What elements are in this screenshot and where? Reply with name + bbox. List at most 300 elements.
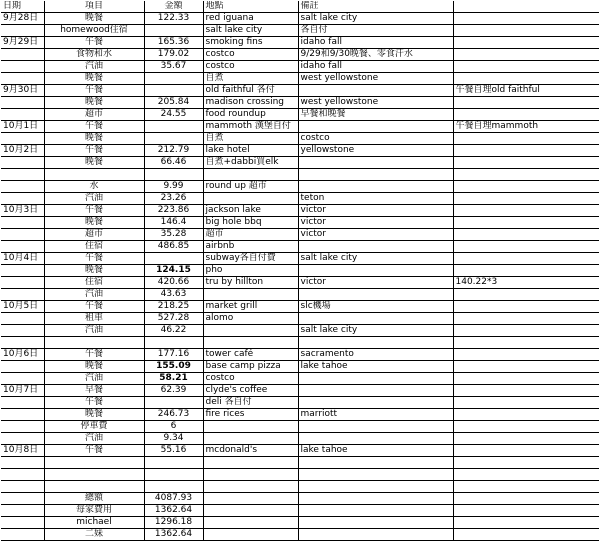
amount-cell[interactable] <box>144 469 203 481</box>
note-cell[interactable]: salt lake city <box>298 325 453 337</box>
amount-cell[interactable] <box>144 397 203 409</box>
table-row <box>1 145 599 157</box>
date-cell[interactable] <box>1 241 44 253</box>
note-cell[interactable] <box>298 457 453 469</box>
item-cell[interactable]: 停車費 <box>44 421 144 433</box>
amount-cell[interactable] <box>144 85 203 97</box>
place-cell[interactable]: costco <box>203 49 298 61</box>
extra-cell[interactable] <box>453 181 599 193</box>
note-cell[interactable] <box>298 121 453 133</box>
item-cell[interactable]: 總額 <box>44 493 144 505</box>
extra-cell[interactable] <box>453 61 599 73</box>
item-cell[interactable]: 午餐 <box>44 397 144 409</box>
amount-cell[interactable]: 46.22 <box>144 325 203 337</box>
date-cell[interactable]: 10月7日 <box>1 385 44 397</box>
date-cell[interactable] <box>1 97 44 109</box>
note-cell[interactable] <box>298 493 453 505</box>
date-cell[interactable] <box>1 493 44 505</box>
date-cell[interactable] <box>1 325 44 337</box>
item-cell[interactable]: 水 <box>44 181 144 193</box>
place-cell[interactable]: salt lake city <box>203 25 298 37</box>
note-cell[interactable] <box>298 433 453 445</box>
note-cell[interactable]: west yellowstone <box>298 97 453 109</box>
place-cell[interactable] <box>203 169 298 181</box>
amount-cell[interactable]: 218.25 <box>144 301 203 313</box>
date-cell[interactable]: 9月28日 <box>1 13 44 25</box>
item-cell[interactable] <box>44 457 144 469</box>
note-cell[interactable] <box>298 157 453 169</box>
extra-cell[interactable] <box>453 493 599 505</box>
note-cell[interactable]: lake tahoe <box>298 445 453 457</box>
date-cell[interactable] <box>1 25 44 37</box>
item-cell[interactable]: 食物和水 <box>44 49 144 61</box>
extra-cell[interactable] <box>453 361 599 373</box>
amount-cell[interactable]: 124.15 <box>144 265 203 277</box>
date-cell[interactable] <box>1 73 44 85</box>
item-cell[interactable]: 汽油 <box>44 61 144 73</box>
note-cell[interactable]: costco <box>298 133 453 145</box>
date-cell[interactable] <box>1 157 44 169</box>
extra-cell[interactable] <box>453 205 599 217</box>
extra-cell[interactable] <box>453 529 599 541</box>
table-row <box>1 37 599 49</box>
note-cell[interactable] <box>298 481 453 493</box>
amount-cell[interactable]: 1296.18 <box>144 517 203 529</box>
note-cell[interactable]: yellowstone <box>298 145 453 157</box>
table-row <box>1 157 599 169</box>
extra-cell[interactable] <box>453 217 599 229</box>
date-cell[interactable] <box>1 517 44 529</box>
place-cell[interactable]: red iguana <box>203 13 298 25</box>
item-cell[interactable]: 午餐 <box>44 349 144 361</box>
place-cell[interactable]: 自煮 <box>203 73 298 85</box>
note-cell[interactable] <box>298 397 453 409</box>
item-cell[interactable]: 早餐 <box>44 385 144 397</box>
date-cell[interactable]: 10月4日 <box>1 253 44 265</box>
extra-cell[interactable] <box>453 433 599 445</box>
note-cell[interactable]: sacramento <box>298 349 453 361</box>
item-cell[interactable]: 午餐 <box>44 37 144 49</box>
amount-cell[interactable] <box>144 337 203 349</box>
date-cell[interactable] <box>1 529 44 541</box>
date-cell[interactable] <box>1 61 44 73</box>
extra-cell[interactable] <box>453 481 599 493</box>
table-row <box>1 385 599 397</box>
date-cell[interactable]: 9月29日 <box>1 37 44 49</box>
item-cell[interactable]: homewood住宿 <box>44 25 144 37</box>
extra-cell[interactable] <box>453 109 599 121</box>
item-cell[interactable]: 晚餐 <box>44 73 144 85</box>
table-row <box>1 121 599 133</box>
table-row <box>1 265 599 277</box>
item-cell[interactable]: 汽油 <box>44 325 144 337</box>
place-cell[interactable]: tru by hillton <box>203 277 298 289</box>
amount-cell[interactable]: 420.66 <box>144 277 203 289</box>
extra-cell[interactable] <box>453 253 599 265</box>
date-cell[interactable] <box>1 289 44 301</box>
place-cell[interactable] <box>203 529 298 541</box>
amount-cell[interactable]: 165.36 <box>144 37 203 49</box>
extra-cell[interactable]: 午餐自理old faithful <box>453 85 599 97</box>
date-cell[interactable] <box>1 229 44 241</box>
note-cell[interactable] <box>298 505 453 517</box>
note-cell[interactable] <box>298 85 453 97</box>
amount-cell[interactable]: 246.73 <box>144 409 203 421</box>
item-cell[interactable]: 午餐 <box>44 121 144 133</box>
amount-cell[interactable]: 527.28 <box>144 313 203 325</box>
extra-cell[interactable] <box>453 37 599 49</box>
amount-cell[interactable] <box>144 253 203 265</box>
table-row <box>1 97 599 109</box>
extra-cell[interactable] <box>453 145 599 157</box>
place-cell[interactable] <box>203 337 298 349</box>
place-cell[interactable]: market grill <box>203 301 298 313</box>
amount-cell[interactable]: 24.55 <box>144 109 203 121</box>
extra-cell[interactable] <box>453 193 599 205</box>
place-cell[interactable]: tower café <box>203 349 298 361</box>
note-cell[interactable]: marriott <box>298 409 453 421</box>
note-cell[interactable] <box>298 529 453 541</box>
item-cell[interactable] <box>44 337 144 349</box>
item-cell[interactable]: 住宿 <box>44 241 144 253</box>
amount-cell[interactable] <box>144 133 203 145</box>
amount-cell[interactable]: 205.84 <box>144 97 203 109</box>
extra-cell[interactable] <box>453 25 599 37</box>
table-row <box>1 109 599 121</box>
date-cell[interactable] <box>1 505 44 517</box>
item-cell[interactable] <box>44 481 144 493</box>
sheet-body <box>1 1 599 541</box>
note-cell[interactable] <box>298 517 453 529</box>
note-cell[interactable] <box>298 241 453 253</box>
item-cell[interactable]: 午餐 <box>44 85 144 97</box>
extra-cell[interactable]: 午餐自理mammoth <box>453 121 599 133</box>
date-cell[interactable] <box>1 181 44 193</box>
place-cell[interactable] <box>203 193 298 205</box>
date-cell[interactable] <box>1 361 44 373</box>
item-cell[interactable]: 超市 <box>44 109 144 121</box>
amount-cell[interactable]: 4087.93 <box>144 493 203 505</box>
table-row <box>1 301 599 313</box>
item-cell[interactable]: 晚餐 <box>44 361 144 373</box>
date-cell[interactable]: 10月1日 <box>1 121 44 133</box>
table-row <box>1 313 599 325</box>
item-cell[interactable]: 汽油 <box>44 373 144 385</box>
amount-cell[interactable]: 43.63 <box>144 289 203 301</box>
table-row <box>1 217 599 229</box>
item-cell[interactable]: 晚餐 <box>44 265 144 277</box>
date-cell[interactable] <box>1 277 44 289</box>
note-cell[interactable]: teton <box>298 193 453 205</box>
date-cell[interactable] <box>1 313 44 325</box>
item-cell[interactable]: 二妹 <box>44 529 144 541</box>
amount-cell[interactable] <box>144 481 203 493</box>
item-cell[interactable] <box>44 169 144 181</box>
date-cell[interactable] <box>1 337 44 349</box>
place-cell[interactable] <box>203 469 298 481</box>
table-row <box>1 49 599 61</box>
table-row <box>1 253 599 265</box>
extra-cell[interactable] <box>453 169 599 181</box>
header-extra[interactable] <box>453 1 599 13</box>
date-cell[interactable] <box>1 469 44 481</box>
extra-cell[interactable] <box>453 241 599 253</box>
item-cell[interactable]: michael <box>44 517 144 529</box>
note-cell[interactable]: victor <box>298 277 453 289</box>
item-cell[interactable]: 汽油 <box>44 289 144 301</box>
place-cell[interactable]: subway各自付費 <box>203 253 298 265</box>
extra-cell[interactable] <box>453 229 599 241</box>
note-cell[interactable]: victor <box>298 229 453 241</box>
note-cell[interactable]: salt lake city <box>298 13 453 25</box>
date-cell[interactable] <box>1 409 44 421</box>
extra-cell[interactable] <box>453 13 599 25</box>
note-cell[interactable] <box>298 265 453 277</box>
amount-cell[interactable]: 9.99 <box>144 181 203 193</box>
date-cell[interactable] <box>1 481 44 493</box>
note-cell[interactable] <box>298 385 453 397</box>
extra-cell[interactable] <box>453 73 599 85</box>
place-cell[interactable]: jackson lake <box>203 205 298 217</box>
place-cell[interactable]: pho <box>203 265 298 277</box>
table-row <box>1 13 599 25</box>
amount-cell[interactable]: 177.16 <box>144 349 203 361</box>
place-cell[interactable]: big hole bbq <box>203 217 298 229</box>
date-cell[interactable] <box>1 217 44 229</box>
amount-cell[interactable]: 212.79 <box>144 145 203 157</box>
date-cell[interactable]: 9月30日 <box>1 85 44 97</box>
amount-cell[interactable]: 55.16 <box>144 445 203 457</box>
note-cell[interactable]: idaho fall <box>298 37 453 49</box>
table-row <box>1 169 599 181</box>
place-cell[interactable] <box>203 493 298 505</box>
place-cell[interactable]: 自煮 <box>203 133 298 145</box>
place-cell[interactable]: lake hotel <box>203 145 298 157</box>
extra-cell[interactable] <box>453 373 599 385</box>
item-cell[interactable]: 租車 <box>44 313 144 325</box>
extra-cell[interactable] <box>453 421 599 433</box>
note-cell[interactable] <box>298 337 453 349</box>
date-cell[interactable] <box>1 397 44 409</box>
place-cell[interactable]: old faithful 各付 <box>203 85 298 97</box>
note-cell[interactable] <box>298 181 453 193</box>
note-cell[interactable] <box>298 421 453 433</box>
table-row <box>1 469 599 481</box>
date-cell[interactable]: 10月6日 <box>1 349 44 361</box>
place-cell[interactable] <box>203 325 298 337</box>
table-row <box>1 529 599 541</box>
amount-cell[interactable] <box>144 121 203 133</box>
item-cell[interactable]: 午餐 <box>44 205 144 217</box>
amount-cell[interactable]: 6 <box>144 421 203 433</box>
place-cell[interactable]: mcdonald's <box>203 445 298 457</box>
amount-cell[interactable]: 179.02 <box>144 49 203 61</box>
extra-cell[interactable] <box>453 445 599 457</box>
amount-cell[interactable]: 146.4 <box>144 217 203 229</box>
table-row <box>1 73 599 85</box>
place-cell[interactable]: deli 各自付 <box>203 397 298 409</box>
expense-sheet <box>1 1 599 541</box>
amount-cell[interactable]: 1362.64 <box>144 505 203 517</box>
note-cell[interactable] <box>298 373 453 385</box>
date-cell[interactable]: 10月2日 <box>1 145 44 157</box>
place-cell[interactable] <box>203 433 298 445</box>
note-cell[interactable]: slc機場 <box>298 301 453 313</box>
item-cell[interactable]: 每家費用 <box>44 505 144 517</box>
extra-cell[interactable] <box>453 517 599 529</box>
place-cell[interactable]: smoking fins <box>203 37 298 49</box>
extra-cell[interactable] <box>453 133 599 145</box>
place-cell[interactable] <box>203 481 298 493</box>
place-cell[interactable] <box>203 517 298 529</box>
note-cell[interactable] <box>298 169 453 181</box>
item-cell[interactable]: 午餐 <box>44 301 144 313</box>
item-cell[interactable]: 午餐 <box>44 145 144 157</box>
note-cell[interactable]: salt lake city <box>298 253 453 265</box>
extra-cell[interactable] <box>453 337 599 349</box>
extra-cell[interactable] <box>453 301 599 313</box>
amount-cell[interactable]: 486.85 <box>144 241 203 253</box>
note-cell[interactable]: victor <box>298 217 453 229</box>
amount-cell[interactable]: 62.39 <box>144 385 203 397</box>
date-cell[interactable] <box>1 169 44 181</box>
table-row <box>1 85 599 97</box>
place-cell[interactable]: 自煮+dabbi買elk <box>203 157 298 169</box>
date-cell[interactable]: 10月3日 <box>1 205 44 217</box>
item-cell[interactable]: 晚餐 <box>44 133 144 145</box>
date-cell[interactable] <box>1 373 44 385</box>
extra-cell[interactable] <box>453 49 599 61</box>
place-cell[interactable]: alomo <box>203 313 298 325</box>
place-cell[interactable] <box>203 505 298 517</box>
note-cell[interactable]: 各自付 <box>298 25 453 37</box>
table-row <box>1 61 599 73</box>
place-cell[interactable]: airbnb <box>203 241 298 253</box>
date-cell[interactable] <box>1 49 44 61</box>
table-row <box>1 229 599 241</box>
header-item[interactable]: 項目 <box>44 1 144 13</box>
amount-cell[interactable]: 23.26 <box>144 193 203 205</box>
table-row <box>1 277 599 289</box>
date-cell[interactable]: 10月5日 <box>1 301 44 313</box>
item-cell[interactable]: 午餐 <box>44 253 144 265</box>
extra-cell[interactable] <box>453 505 599 517</box>
note-cell[interactable]: idaho fall <box>298 61 453 73</box>
date-cell[interactable] <box>1 109 44 121</box>
date-cell[interactable] <box>1 457 44 469</box>
extra-cell[interactable] <box>453 469 599 481</box>
note-cell[interactable]: 早餐和晚餐 <box>298 109 453 121</box>
item-cell[interactable]: 晚餐 <box>44 217 144 229</box>
note-cell[interactable]: west yellowstone <box>298 73 453 85</box>
place-cell[interactable]: base camp pizza <box>203 361 298 373</box>
place-cell[interactable] <box>203 457 298 469</box>
item-cell[interactable]: 汽油 <box>44 433 144 445</box>
table-row <box>1 349 599 361</box>
amount-cell[interactable]: 1362.64 <box>144 529 203 541</box>
extra-cell[interactable] <box>453 265 599 277</box>
date-cell[interactable] <box>1 265 44 277</box>
note-cell[interactable] <box>298 289 453 301</box>
amount-cell[interactable]: 58.21 <box>144 373 203 385</box>
place-cell[interactable] <box>203 289 298 301</box>
date-cell[interactable]: 10月8日 <box>1 445 44 457</box>
item-cell[interactable]: 晚餐 <box>44 13 144 25</box>
amount-cell[interactable]: 122.33 <box>144 13 203 25</box>
amount-cell[interactable]: 35.28 <box>144 229 203 241</box>
place-cell[interactable]: fire rices <box>203 409 298 421</box>
item-cell[interactable]: 住宿 <box>44 277 144 289</box>
amount-cell[interactable]: 66.46 <box>144 157 203 169</box>
table-row <box>1 361 599 373</box>
place-cell[interactable]: costco <box>203 373 298 385</box>
item-cell[interactable]: 汽油 <box>44 193 144 205</box>
item-cell[interactable] <box>44 469 144 481</box>
table-row <box>1 205 599 217</box>
amount-cell[interactable]: 35.67 <box>144 61 203 73</box>
place-cell[interactable]: round up 超市 <box>203 181 298 193</box>
amount-cell[interactable]: 155.09 <box>144 361 203 373</box>
extra-cell[interactable] <box>453 385 599 397</box>
item-cell[interactable]: 晚餐 <box>44 97 144 109</box>
extra-cell[interactable] <box>453 325 599 337</box>
item-cell[interactable]: 晚餐 <box>44 409 144 421</box>
date-cell[interactable] <box>1 193 44 205</box>
item-cell[interactable]: 超市 <box>44 229 144 241</box>
amount-cell[interactable] <box>144 73 203 85</box>
amount-cell[interactable]: 9.34 <box>144 433 203 445</box>
amount-cell[interactable]: 223.86 <box>144 205 203 217</box>
header-amount[interactable]: 金額 <box>144 1 203 13</box>
amount-cell[interactable] <box>144 457 203 469</box>
place-cell[interactable]: madison crossing <box>203 97 298 109</box>
extra-cell[interactable] <box>453 157 599 169</box>
place-cell[interactable] <box>203 421 298 433</box>
extra-cell[interactable] <box>453 289 599 301</box>
amount-cell[interactable] <box>144 169 203 181</box>
extra-cell[interactable] <box>453 397 599 409</box>
table-row <box>1 25 599 37</box>
note-cell[interactable]: 9/29和9/30晚餐、零食汗水 <box>298 49 453 61</box>
date-cell[interactable] <box>1 421 44 433</box>
extra-cell[interactable] <box>453 97 599 109</box>
amount-cell[interactable] <box>144 25 203 37</box>
note-cell[interactable] <box>298 469 453 481</box>
note-cell[interactable]: victor <box>298 205 453 217</box>
extra-cell[interactable] <box>453 349 599 361</box>
place-cell[interactable]: food roundup <box>203 109 298 121</box>
place-cell[interactable]: costco <box>203 61 298 73</box>
extra-cell[interactable] <box>453 409 599 421</box>
header-date[interactable]: 日期 <box>1 1 44 13</box>
extra-cell[interactable]: 140.22*3 <box>453 277 599 289</box>
item-cell[interactable]: 晚餐 <box>44 157 144 169</box>
extra-cell[interactable] <box>453 457 599 469</box>
note-cell[interactable] <box>298 313 453 325</box>
place-cell[interactable]: 超市 <box>203 229 298 241</box>
date-cell[interactable] <box>1 433 44 445</box>
header-row <box>1 1 599 13</box>
item-cell[interactable]: 午餐 <box>44 445 144 457</box>
header-note[interactable]: 備註 <box>298 1 453 13</box>
header-place[interactable]: 地點 <box>203 1 298 13</box>
note-cell[interactable]: lake tahoe <box>298 361 453 373</box>
table-row <box>1 337 599 349</box>
place-cell[interactable]: clyde's coffee <box>203 385 298 397</box>
date-cell[interactable] <box>1 133 44 145</box>
place-cell[interactable]: mammoth 漢堡自付 <box>203 121 298 133</box>
extra-cell[interactable] <box>453 313 599 325</box>
